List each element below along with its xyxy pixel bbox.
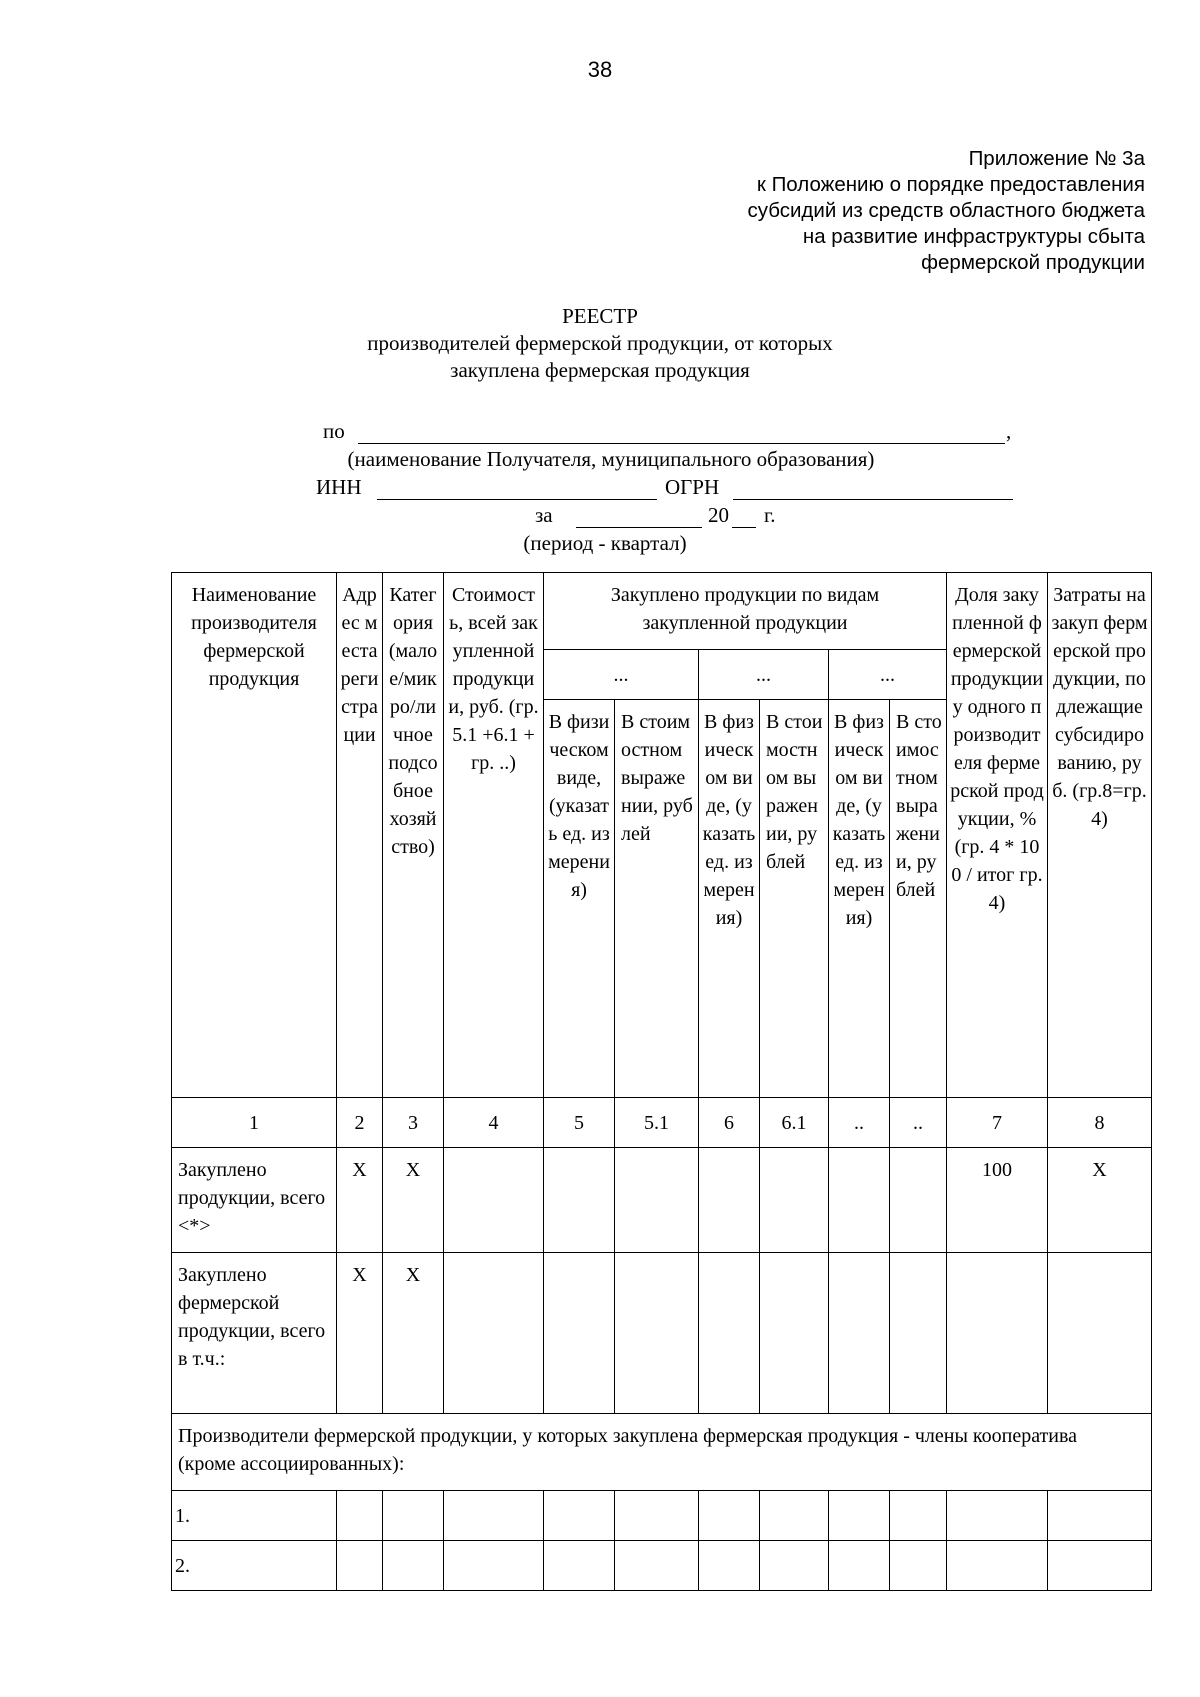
- header-total-cost: Стоимость, всей закупленной продукции, руб. (гр. 5.1 +6.1 + гр. ..): [444, 573, 544, 1098]
- column-number: 6: [699, 1098, 760, 1148]
- period-line: [0, 501, 1200, 529]
- za-label: за: [535, 503, 553, 527]
- table-cell[interactable]: [760, 1148, 829, 1253]
- table-cell[interactable]: [829, 1491, 890, 1541]
- ogrn-blank[interactable]: [733, 478, 1013, 500]
- column-number: 6.1: [760, 1098, 829, 1148]
- year-prefix: 20: [708, 503, 729, 527]
- appendix-line: к Положению о порядке предоставления: [756, 173, 1145, 196]
- year-suffix: г.: [764, 503, 776, 527]
- table-cell[interactable]: [383, 1541, 444, 1591]
- document-subtitle-line: производителей фермерской продукции, от которых: [367, 331, 833, 355]
- inn-blank[interactable]: [377, 478, 657, 500]
- header-expenses: Затраты на закуп фермерской продукции, подлежащие субсидированию, руб. (гр.8=гр. 4): [1048, 573, 1152, 1098]
- table-cell[interactable]: [544, 1491, 615, 1541]
- inn-ogrn-line: [0, 473, 1200, 501]
- header-category: Категория (малое/микро/личное подсобное хозяйство): [383, 573, 444, 1098]
- table-cell[interactable]: [444, 1253, 544, 1414]
- section-row: [172, 1414, 1152, 1491]
- appendix-line: на развитие инфраструктуры сбыта: [802, 225, 1145, 248]
- table-cell[interactable]: [615, 1491, 699, 1541]
- row-total-share: 100: [947, 1148, 1048, 1253]
- table-cell[interactable]: [1048, 1491, 1152, 1541]
- table-cell[interactable]: [947, 1541, 1048, 1591]
- header-share: Доля закупленной фермерской продукции у одного производителя фермерской продукции, % (гр. 4 * 100 / итог гр. 4): [947, 573, 1048, 1098]
- appendix-line: субсидий из средств областного бюджета: [747, 199, 1145, 222]
- page-number: 38: [587, 57, 613, 82]
- section-members: Производители фермерской продукции, у которых закуплена фермерская продукция - члены кооператива (кроме ассоциированных):: [172, 1414, 1152, 1491]
- inn-label: ИНН: [316, 475, 362, 499]
- table-cell[interactable]: [829, 1253, 890, 1414]
- header-subtype: ...: [544, 650, 699, 700]
- table-cell[interactable]: [615, 1148, 699, 1253]
- table-cell[interactable]: [890, 1148, 947, 1253]
- header-subtype: ...: [699, 650, 829, 700]
- appendix-line: Приложение № 3а: [968, 147, 1145, 170]
- header-purchased-by-type: Закуплено продукции по видам закупленной продукции: [544, 573, 947, 650]
- table-cell[interactable]: [699, 1148, 760, 1253]
- table-cell[interactable]: [615, 1253, 699, 1414]
- row-total-expenses: Х: [1048, 1148, 1152, 1253]
- year-blank[interactable]: [732, 506, 756, 528]
- header-value: В стоимостном выражении, рублей: [760, 700, 829, 1098]
- table-row-total: [172, 1148, 1152, 1253]
- header-physical: В физическом виде, (указать ед. измерения): [699, 700, 760, 1098]
- recipient-caption: (наименование Получателя, муниципального образования): [347, 447, 875, 471]
- po-tail: ,: [1006, 419, 1012, 443]
- header-physical: В физическом виде, (указать ед. измерения): [829, 700, 890, 1098]
- table-cell[interactable]: [760, 1541, 829, 1591]
- column-number-row: [172, 1098, 1152, 1148]
- header-subtype: ...: [829, 650, 947, 700]
- ogrn-label: ОГРН: [665, 475, 720, 499]
- table-cell[interactable]: [337, 1541, 383, 1591]
- table-cell[interactable]: [1048, 1541, 1152, 1591]
- table-cell[interactable]: [829, 1148, 890, 1253]
- appendix-reference: [747, 146, 1145, 276]
- column-number: 2: [337, 1098, 383, 1148]
- table-cell[interactable]: [1048, 1253, 1152, 1414]
- row-number: 2.: [172, 1541, 337, 1591]
- registry-table: [171, 572, 1152, 1591]
- po-label: по: [323, 419, 345, 443]
- column-number: 5.1: [615, 1098, 699, 1148]
- table-cell[interactable]: [337, 1491, 383, 1541]
- table-cell[interactable]: [444, 1491, 544, 1541]
- table-cell[interactable]: [615, 1541, 699, 1591]
- table-cell[interactable]: [699, 1253, 760, 1414]
- table-cell[interactable]: [947, 1491, 1048, 1541]
- table-cell[interactable]: [829, 1541, 890, 1591]
- header-address: Адрес места регистрации: [337, 573, 383, 1098]
- table-cell[interactable]: [544, 1541, 615, 1591]
- appendix-line: фермерской продукции: [921, 251, 1145, 274]
- column-number: 1: [172, 1098, 337, 1148]
- row-farm-label-cell: [172, 1253, 337, 1414]
- table-cell[interactable]: [699, 1541, 760, 1591]
- table-cell[interactable]: [890, 1253, 947, 1414]
- table-cell[interactable]: [699, 1491, 760, 1541]
- table-cell[interactable]: [760, 1491, 829, 1541]
- header-value: В стоимостном выражении, рублей: [615, 700, 699, 1098]
- document-title: РЕЕСТР: [562, 304, 638, 328]
- column-number: 8: [1048, 1098, 1152, 1148]
- period-caption: (период - квартал): [523, 531, 687, 555]
- header-row-group: [172, 573, 1152, 650]
- table-row-farm: [172, 1253, 1152, 1414]
- recipient-line: [0, 417, 1200, 445]
- row-total-label: Закуплено продукции, всего <*>: [172, 1148, 337, 1253]
- row-farm-address: Х: [337, 1253, 383, 1414]
- table-row: [172, 1491, 1152, 1541]
- recipient-name-blank[interactable]: [358, 422, 1005, 444]
- header-producer-name: Наименование производителя фермерской продукция: [172, 573, 337, 1098]
- header-value: В стоимостном выражении, рублей: [890, 700, 947, 1098]
- column-number: ..: [829, 1098, 890, 1148]
- header-physical: В физическом виде, (указать ед. измерения): [544, 700, 615, 1098]
- table-cell[interactable]: [444, 1148, 544, 1253]
- row-total-category: Х: [383, 1148, 444, 1253]
- table-cell[interactable]: [890, 1541, 947, 1591]
- row-farm-category: Х: [383, 1253, 444, 1414]
- table-cell[interactable]: [890, 1491, 947, 1541]
- row-farm-label-sub: в т.ч.:: [178, 1348, 226, 1370]
- row-number: 1.: [172, 1491, 337, 1541]
- row-total-address: Х: [337, 1148, 383, 1253]
- table-row: [172, 1541, 1152, 1591]
- document-subtitle-line: закуплена фермерская продукция: [450, 358, 750, 382]
- column-number: 4: [444, 1098, 544, 1148]
- column-number: 3: [383, 1098, 444, 1148]
- column-number: ..: [890, 1098, 947, 1148]
- table-cell[interactable]: [383, 1491, 444, 1541]
- recipient-block: [0, 417, 1200, 557]
- table-cell[interactable]: [760, 1253, 829, 1414]
- table-cell[interactable]: [544, 1148, 615, 1253]
- table-cell[interactable]: [947, 1253, 1048, 1414]
- document-heading: [0, 303, 1200, 384]
- row-farm-label: Закуплено фермерской продукции, всего: [178, 1264, 326, 1342]
- period-blank[interactable]: [576, 506, 702, 528]
- column-number: 5: [544, 1098, 615, 1148]
- table-cell[interactable]: [544, 1253, 615, 1414]
- table-cell[interactable]: [444, 1541, 544, 1591]
- column-number: 7: [947, 1098, 1048, 1148]
